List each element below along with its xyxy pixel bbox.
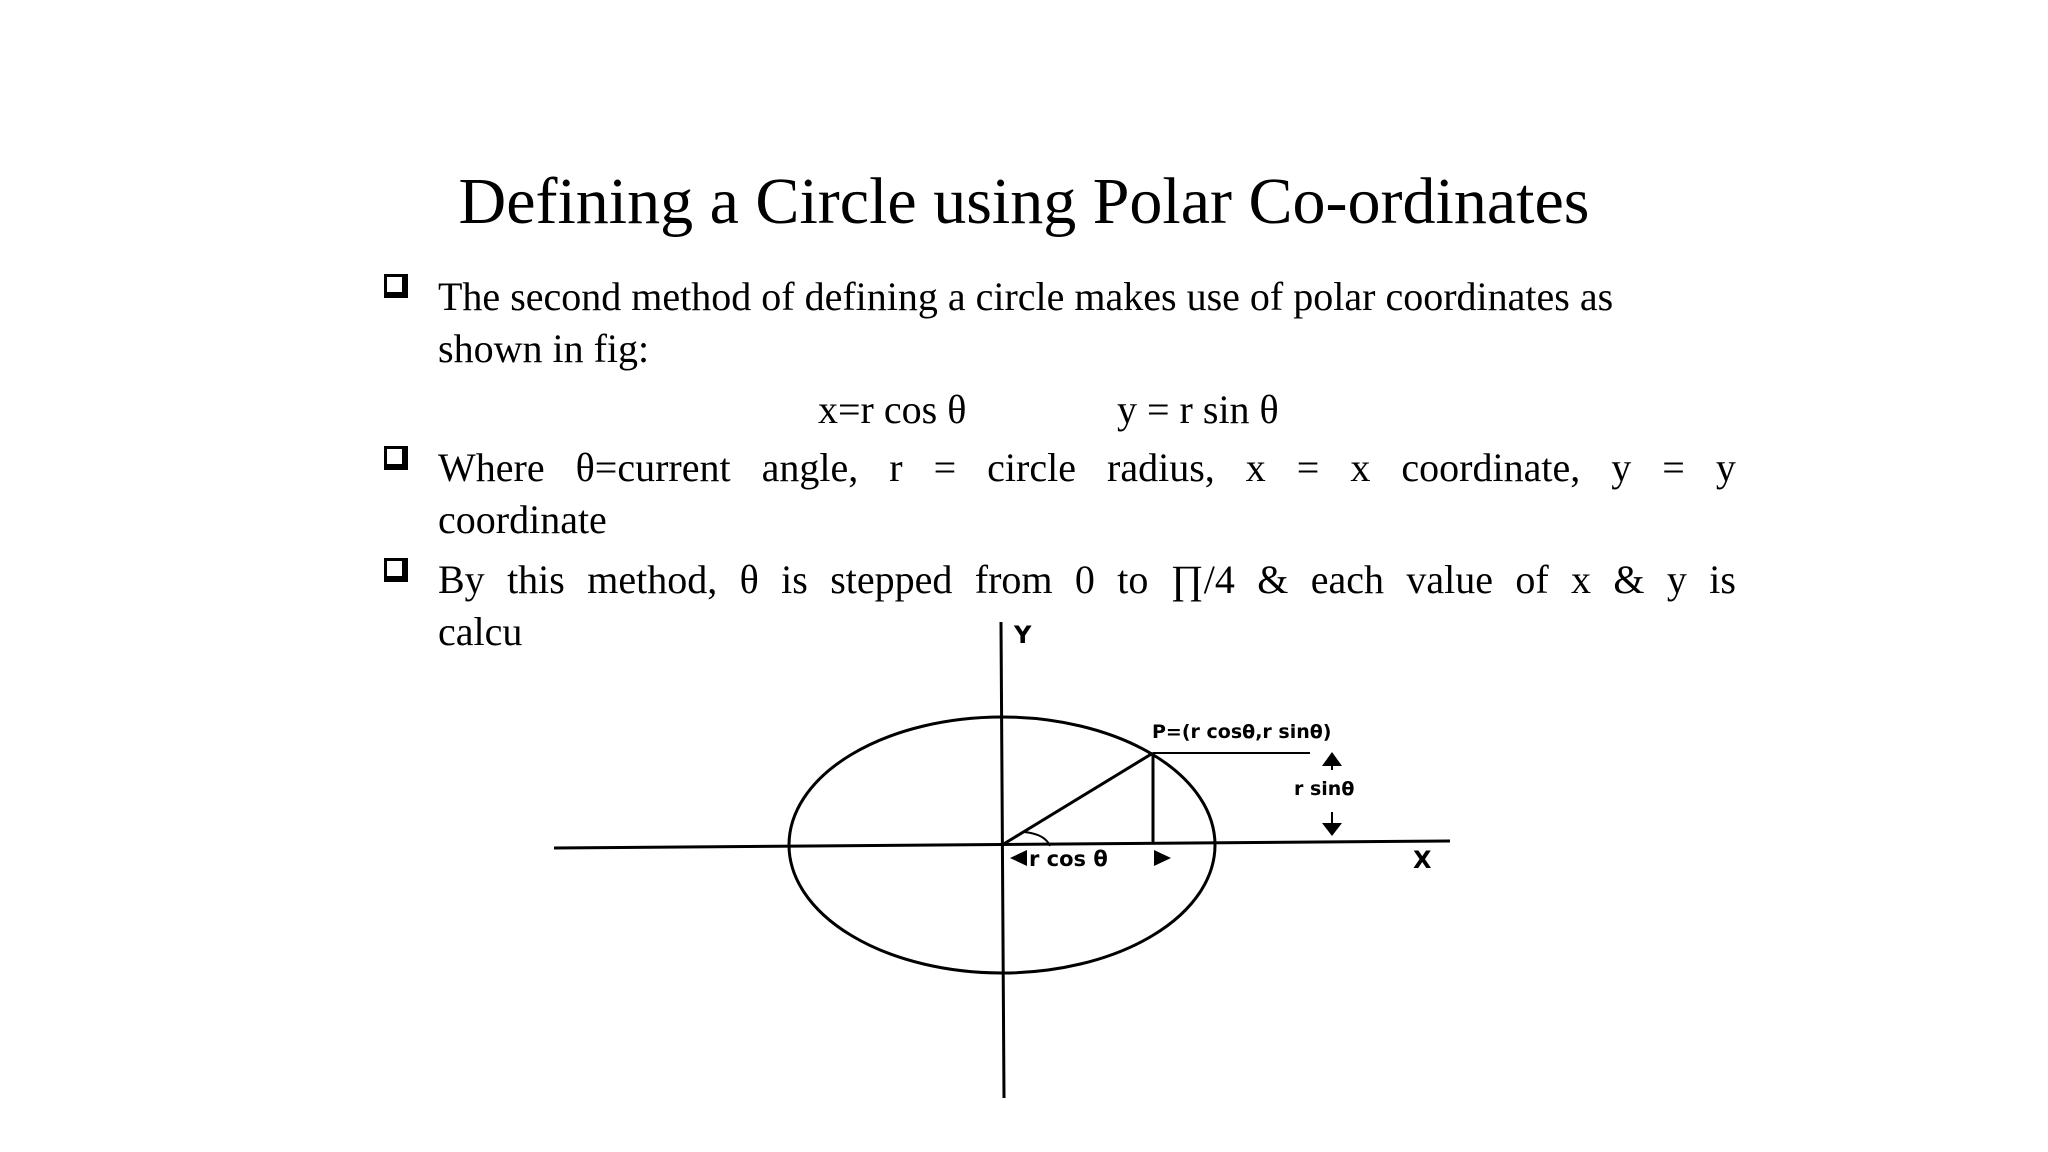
word: from [974, 557, 1053, 602]
word: y [1715, 445, 1736, 490]
word: x [1350, 445, 1371, 490]
bullet-3-line-2: calcu [438, 609, 523, 654]
word: = [1296, 445, 1320, 490]
bullet-2-line-1 [438, 442, 1736, 494]
word: & [1613, 557, 1645, 602]
bullet-1-line-1: The second method of defining a circle makes use of polar coordinates as [438, 274, 1614, 319]
word: = [933, 445, 957, 490]
word: this [507, 557, 565, 602]
word: method, [587, 557, 718, 602]
bullet-checkbox-icon [384, 558, 408, 582]
word: ∏/4 [1170, 557, 1235, 602]
word: θ [739, 557, 759, 602]
word: coordinate, [1401, 445, 1581, 490]
y-axis [1001, 622, 1004, 1098]
rcos-label: r cos θ [1029, 847, 1108, 871]
arrow-right-icon [1154, 850, 1171, 866]
word: & [1257, 557, 1289, 602]
word: radius, [1107, 445, 1215, 490]
word: θ=current [575, 445, 731, 490]
arrow-up-icon [1322, 752, 1342, 766]
word: By [438, 557, 485, 602]
bullet-checkbox-icon [384, 274, 408, 298]
word: of [1515, 557, 1549, 602]
formula-x: x=r cos θ [818, 387, 967, 432]
word: y [1666, 557, 1687, 602]
word: 0 [1074, 557, 1095, 602]
word: each [1310, 557, 1384, 602]
polar-circle-diagram [540, 620, 1470, 1100]
word: is [781, 557, 808, 602]
word: circle [987, 445, 1076, 490]
word: to [1117, 557, 1149, 602]
word: value [1406, 557, 1493, 602]
bullet-3-line-1 [438, 554, 1736, 606]
word: stepped [830, 557, 953, 602]
word: angle, [761, 445, 859, 490]
word: x [1245, 445, 1266, 490]
rsin-label: r sinθ [1294, 778, 1355, 800]
point-label: P=(r cosθ,r sinθ) [1152, 721, 1332, 743]
x-axis-label: X [1413, 846, 1432, 874]
arrow-left-icon [1010, 850, 1027, 866]
bullet-2-line-2: coordinate [438, 497, 607, 542]
formula-y: y = r sin θ [1117, 387, 1279, 432]
word: Where [438, 445, 545, 490]
word: x [1571, 557, 1592, 602]
bullet-checkbox-icon [384, 446, 408, 470]
word: y [1611, 445, 1632, 490]
word: is [1709, 557, 1736, 602]
word: = [1662, 445, 1685, 490]
slide-title: Defining a Circle using Polar Co-ordinates [458, 165, 1590, 238]
word: r [889, 445, 903, 490]
bullet-1-line-2: shown in fig: [438, 326, 650, 371]
arrow-down-icon [1322, 823, 1342, 836]
y-axis-label: Y [1014, 621, 1032, 649]
